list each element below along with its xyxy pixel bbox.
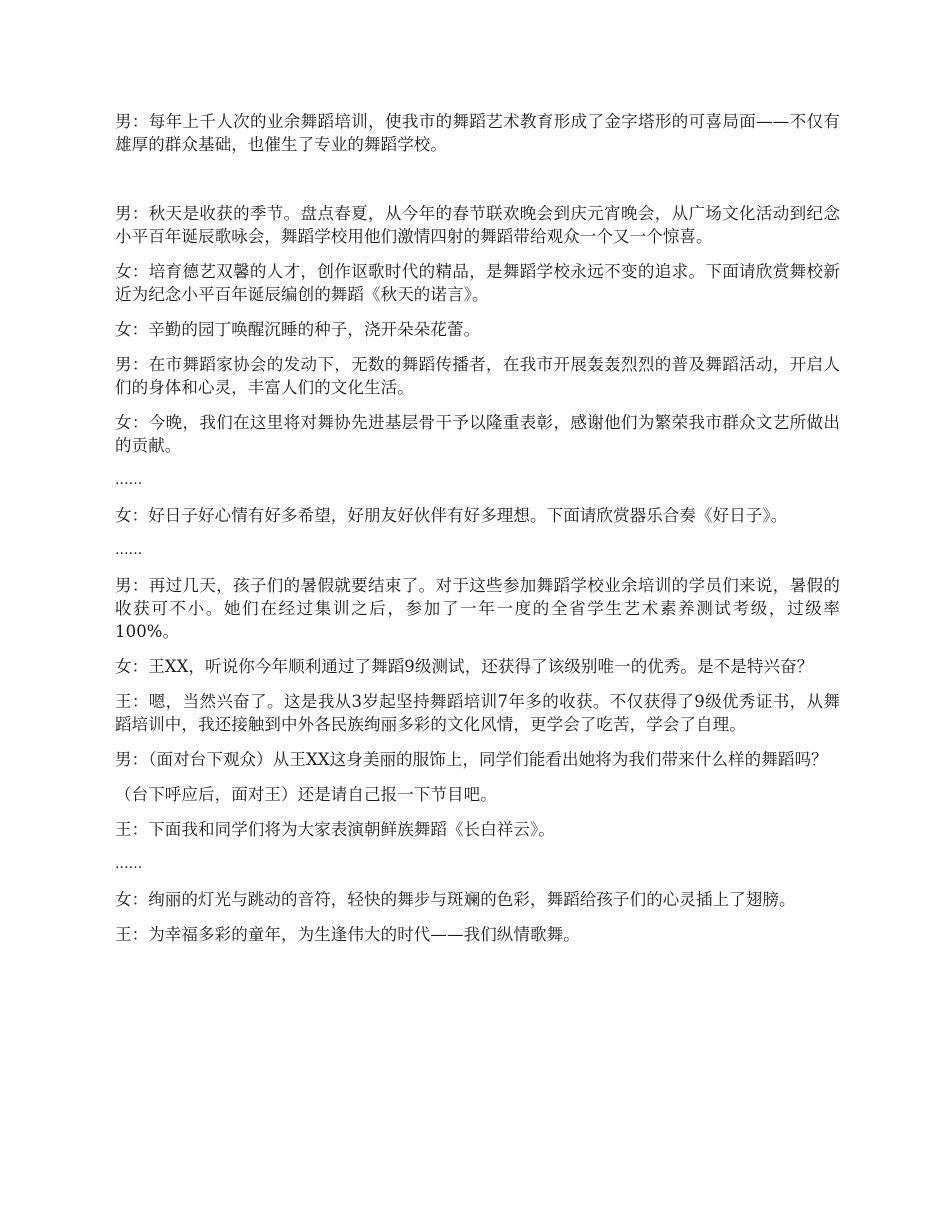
paragraph: 王：下面我和同学们将为大家表演朝鲜族舞蹈《长白祥云》。 xyxy=(115,820,555,839)
paragraph: 男：（面对台下观众）从王XX这身美丽的服饰上，同学们能看出她将为我们带来什么样的舞蹈吗？ xyxy=(115,750,828,769)
paragraph: 男：再过几天，孩子们的暑假就要结束了。对于这些参加舞蹈学校业余培训的学员们来说，暑假的收获可不小。她们在经过集训之后，参加了一年一度的全省学生艺术素养测试考级，过级率100%。 xyxy=(115,576,840,641)
paragraph: 女：好日子好心情有好多希望，好朋友好伙伴有好多理想。下面请欣赏器乐合奏《好日子》。 xyxy=(115,506,788,525)
document-body xyxy=(115,110,840,958)
paragraph: 女：今晚，我们在这里将对舞协先进基层骨干予以隆重表彰，感谢他们为繁荣我市群众文艺所做出的贡献。 xyxy=(115,413,840,455)
paragraph: 王：为幸福多彩的童年，为生逢伟大的时代——我们纵情歌舞。 xyxy=(115,925,580,944)
paragraph: 王：嗯，当然兴奋了。这是我从3岁起坚持舞蹈培训7年多的收获。不仅获得了9级优秀证书，从舞蹈培训中，我还接触到中外各民族绚丽多彩的文化风情，更学会了吃苦，学会了自理。 xyxy=(115,692,840,734)
paragraph: 男：秋天是收获的季节。盘点春夏，从今年的春节联欢晚会到庆元宵晚会，从广场文化活动到纪念小平百年诞辰歌咏会，舞蹈学校用他们激情四射的舞蹈带给观众一个又一个惊喜。 xyxy=(115,204,840,246)
paragraph: 女：王XX，听说你今年顺利通过了舞蹈9级测试，还获得了该级别唯一的优秀。是不是特兴奋？ xyxy=(115,657,814,676)
paragraph: （台下呼应后，面对王）还是请自己报一下节目吧。 xyxy=(115,785,497,804)
paragraph: 男：在市舞蹈家协会的发动下，无数的舞蹈传播者，在我市开展轰轰烈烈的普及舞蹈活动，开启人们的身体和心灵，丰富人们的文化生活。 xyxy=(115,355,840,397)
paragraph: 女：辛勤的园丁唤醒沉睡的种子，浇开朵朵花蕾。 xyxy=(115,320,481,339)
ellipsis-separator: ...... xyxy=(115,472,143,488)
paragraph: 男：每年上千人次的业余舞蹈培训，使我市的舞蹈艺术教育形成了金字塔形的可喜局面——不仅有雄厚的群众基础，也催生了专业的舞蹈学校。 xyxy=(115,112,840,154)
paragraph: 女：培育德艺双馨的人才，创作讴歌时代的精品，是舞蹈学校永远不变的追求。下面请欣赏舞校新近为纪念小平百年诞辰编创的舞蹈《秋天的诺言》。 xyxy=(115,262,840,304)
ellipsis-separator: ...... xyxy=(115,542,143,558)
paragraph: 女：绚丽的灯光与跳动的音符，轻快的舞步与斑斓的色彩，舞蹈给孩子们的心灵插上了翅膀。 xyxy=(115,890,796,909)
ellipsis-separator: ...... xyxy=(115,856,143,872)
